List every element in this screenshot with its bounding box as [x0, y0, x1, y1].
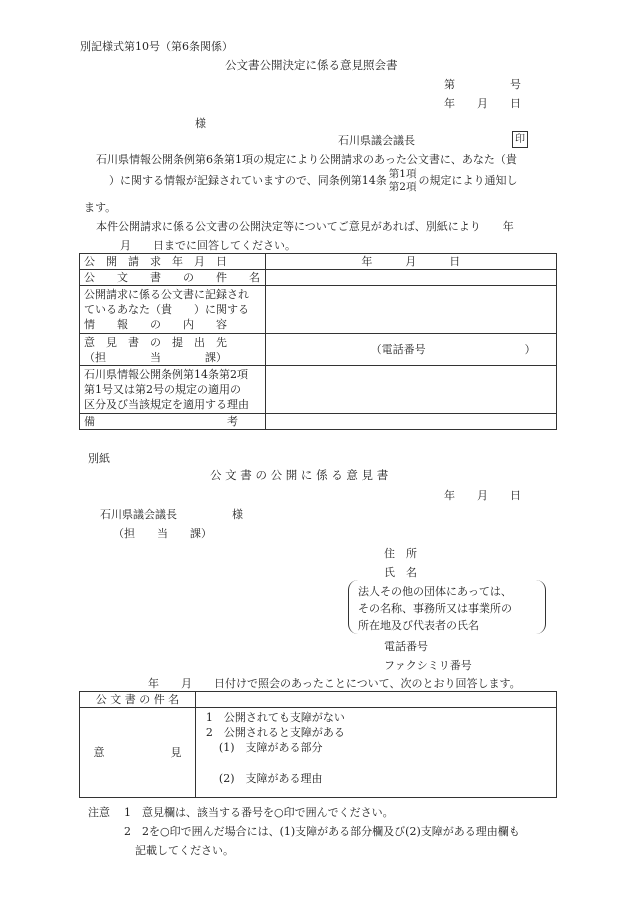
name-label: 氏 名: [384, 566, 417, 579]
document-title-label: 公 文 書 の 件 名: [80, 270, 266, 286]
notice-date: 年 月 日: [444, 97, 521, 110]
paragraph-fraction: 第1項 第2項: [388, 168, 417, 193]
attachment-recipient: 石川県議会議長 様: [100, 508, 243, 521]
opinion-option-1: 1 公開されても支障がない: [205, 711, 345, 724]
body-line-5: 月 日までに回答してください。: [120, 239, 296, 252]
reply-line: 年 月 日付けで照会のあったことについて、次のとおり回答します。: [148, 677, 521, 690]
opinion-doc-title-label: 公 文 書 の 件 名: [80, 692, 196, 708]
provision-reason-label: 石川県情報公開条例第14条第2項 第1号又は第2号の規定の適用の 区分及び当該規定を適用する理由: [80, 366, 266, 414]
bracket-line-1: 法人その他の団体にあっては、: [358, 585, 512, 598]
notes-label: 注意: [88, 806, 110, 819]
opinion-option-2-2: (2) 支障がある理由: [218, 772, 323, 785]
addressee-suffix: 様: [195, 117, 206, 130]
opinion-doc-title-value: [195, 692, 556, 708]
body-line-1: 石川県情報公開条例第6条第1項の規定により公開請求のあった公文書に、あなた（貴: [96, 153, 517, 166]
notice-table: [79, 253, 557, 430]
attachment-title: 公 文 書 の 公 開 に 係 る 意 見 書: [210, 468, 389, 482]
note-1: 1 意見欄は、該当する番号を○印で囲んでください。: [124, 806, 394, 819]
provision-reason-value: [265, 366, 556, 414]
bracket-line-2: その名称、事務所又は事業所の: [358, 602, 512, 615]
opinion-option-2: 2 公開されると支障がある: [205, 726, 345, 739]
attachment-dept: （担 当 課）: [113, 527, 212, 540]
opinion-option-2-1: (1) 支障がある部分: [218, 741, 323, 754]
opinion-label: 意 見: [80, 708, 196, 798]
address-label: 住 所: [384, 547, 417, 560]
info-content-label: 公開請求に係る公文書に記録され ているあなた（貴 ）に関する 情 報 の 内 容: [80, 286, 266, 334]
body-line-4: 本件公開請求に係る公文書の公開決定等についてご意見があれば、別紙により 年: [96, 220, 514, 233]
note-2-line-1: 2 2を○印で囲んだ場合には、(1)支障がある部分欄及び(2)支障がある理由欄も: [124, 825, 520, 838]
document-title-value: [265, 270, 556, 286]
request-date-label: 公 開 請 求 年 月 日: [80, 254, 266, 270]
info-content-value: [265, 286, 556, 334]
request-date-value: 年 月 日: [265, 254, 556, 270]
attachment-label: 別紙: [88, 452, 110, 465]
fax-label: ファクシミリ番号: [384, 659, 472, 672]
notice-title: 公文書公開決定に係る意見照会書: [225, 58, 398, 72]
form-id: 別記様式第10号（第6条関係）: [80, 40, 233, 53]
remarks-label: 備 考: [80, 414, 266, 430]
document-number: 第 号: [444, 78, 521, 91]
seal-stamp: 印: [512, 131, 528, 148]
remarks-value: [265, 414, 556, 430]
submission-dept-label: 意 見 書 の 提 出 先 （担 当 課）: [80, 334, 266, 366]
opinion-options: [195, 708, 556, 798]
note-2-line-2: 記載してください。: [135, 844, 234, 857]
phone-label: 電話番号: [384, 640, 428, 653]
sender-name: 石川県議会議長: [338, 134, 415, 147]
body-line-2: ）に関する情報が記録されていますので、同条例第14条 第1項 第2項 の規定により通知し: [109, 168, 518, 193]
submission-dept-value: （電話番号 ）: [265, 334, 556, 366]
bracket-line-3: 所在地及び代表者の氏名: [358, 619, 479, 632]
opinion-table: [79, 691, 557, 798]
body-line-3: ます。: [84, 201, 117, 214]
attachment-date: 年 月 日: [444, 489, 521, 502]
